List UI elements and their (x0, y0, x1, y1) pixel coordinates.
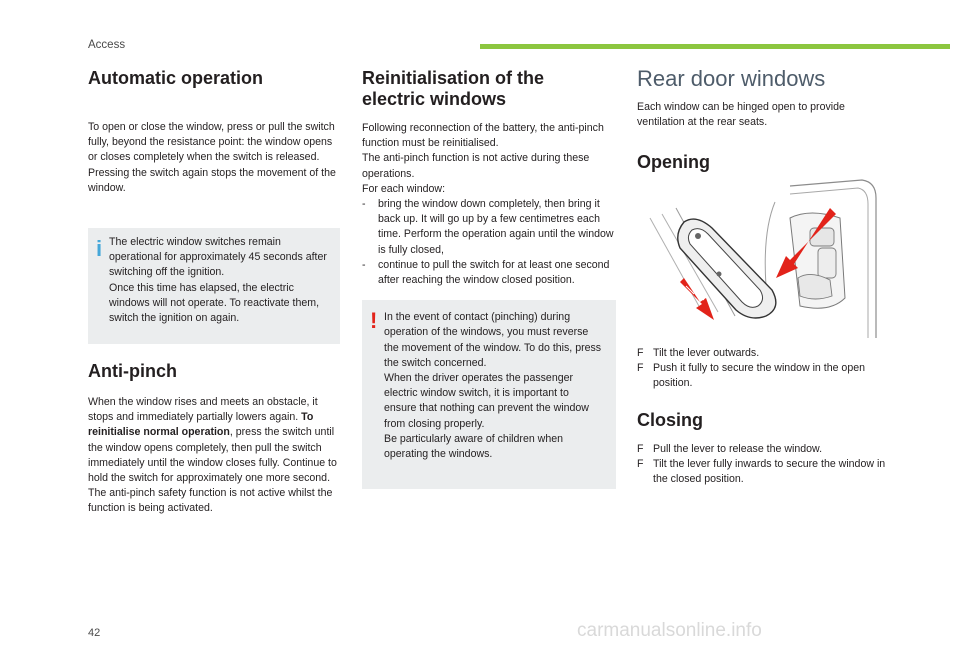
reinitialisation-heading (362, 68, 616, 110)
list-text: bring the window down completely, then bring it back up. It will go up by a few centimetres each time. Perform the operation again until the window is fully closed, (378, 198, 614, 256)
list-item (362, 197, 616, 258)
warning-note-text-1: In the event of contact (pinching) during operation of the windows, you must reverse the movement of the window. To do this, press the switch concerned. (384, 311, 602, 369)
info-note-text-2: Once this time has elapsed, the electric windows will not operate. To reactivate them, switch the ignition on again. (109, 281, 320, 325)
list-item (637, 346, 887, 361)
automatic-operation-text: To open or close the window, press or pull the switch fully, beyond the resistance point: the window opens or closes completely when the switch is released. Pressing the switch again stops the movement of the window. (88, 121, 336, 194)
anti-pinch-heading: Anti-pinch (88, 361, 177, 382)
warning-note-text-2: When the driver operates the passenger electric window switch, it is important to ensure that nothing can prevent the window from closing properly. (384, 372, 589, 430)
list-bullet: - (362, 198, 366, 211)
list-item (637, 442, 887, 457)
list-item (637, 361, 887, 391)
list-text: Tilt the lever outwards. (653, 347, 760, 359)
info-note (88, 228, 340, 344)
list-bullet: - (362, 258, 366, 271)
list-text: continue to pull the switch for at least one second after reaching the window closed position. (378, 258, 610, 287)
checkbox-bullet-icon: F (637, 347, 644, 359)
reinitialisation-intro-2: The anti-pinch function is not active during these operations. (362, 152, 590, 180)
checkbox-bullet-icon: F (637, 442, 644, 455)
column-rear-door-windows (637, 66, 887, 173)
warning-icon: ! (370, 308, 378, 334)
column-automatic-operation (88, 68, 340, 517)
section-name: Access (88, 39, 126, 51)
anti-pinch-bold: To reinitialise normal operation (88, 411, 314, 439)
opening-steps (637, 346, 887, 487)
opening-heading: Opening (637, 152, 710, 173)
reinitialisation-intro-3: For each window: (362, 182, 446, 195)
warning-note (362, 300, 616, 489)
rear-door-windows-heading: Rear door windows (637, 66, 826, 91)
watermark: carmanualsonline.info (577, 620, 762, 641)
warning-note-text-3: Be particularly aware of children when operating the windows. (384, 432, 564, 461)
anti-pinch-text (88, 395, 340, 486)
anti-pinch-text-2: , press the switch until the window opens completely, then pull the switch immediately until the window closes fully. Continue to hold the switch for approximately one more second. (88, 426, 337, 485)
checkbox-bullet-icon: F (637, 457, 644, 470)
reinitialisation-heading-line1: Reinitialisation of the (362, 68, 545, 88)
list-text: Push it fully to secure the window in the open position. (653, 362, 865, 390)
column-reinitialisation (362, 68, 616, 489)
list-text: Tilt the lever fully inwards to secure the window in the closed position. (653, 457, 886, 486)
info-note-text-1: The electric window switches remain operational for approximately 45 seconds after switching off the ignition. (109, 236, 327, 279)
page-number: 42 (88, 627, 101, 639)
list-item (362, 258, 616, 288)
checkbox-bullet-icon: F (637, 362, 644, 375)
rear-door-windows-intro: Each window can be hinged open to provide ventilation at the rear seats. (637, 101, 845, 129)
reinitialisation-heading-line2: electric windows (362, 89, 507, 109)
automatic-operation-heading: Automatic operation (88, 68, 264, 88)
closing-heading: Closing (637, 409, 703, 430)
rear-window-lever-illustration (640, 178, 880, 340)
reinitialisation-intro-1: Following reconnection of the battery, the anti-pinch function must be reinitialised. (362, 122, 604, 150)
anti-pinch-text-3: The anti-pinch safety function is not active whilst the function is being activated. (88, 487, 333, 515)
closing-steps (637, 442, 887, 488)
list-item (637, 457, 887, 487)
section-color-bar (480, 44, 950, 49)
anti-pinch-text-1: When the window rises and meets an obstacle, it stops and immediately partially lowers again. (88, 396, 318, 424)
info-icon: i (96, 236, 103, 262)
list-text: Pull the lever to release the window. (653, 442, 823, 455)
